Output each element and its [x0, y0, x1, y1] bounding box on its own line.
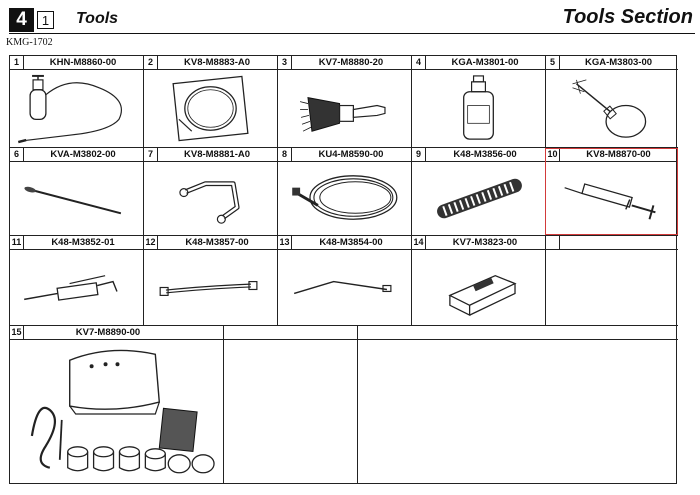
tool-number: 6: [10, 148, 24, 161]
tool-cell-13: [278, 236, 412, 326]
tool-number: 2: [144, 56, 158, 69]
oil-pump-sprayer-icon: [10, 70, 143, 147]
section-title: Tools Section: [562, 6, 693, 28]
tool-code: KV8-M8870-00: [586, 149, 651, 160]
tool-number: 3: [278, 56, 292, 69]
tool-cell-1: [10, 56, 144, 148]
tool-code: KV7-M8880-20: [318, 57, 384, 68]
tool-cell-4: [412, 56, 546, 148]
tool-number: 7: [144, 148, 158, 161]
tool-code: KV8-M8881-A0: [184, 149, 250, 160]
brush-block-icon: [412, 250, 545, 325]
tool-number: 12: [144, 236, 158, 249]
tool-cell-5: [546, 56, 678, 148]
tool-code: K48-M3854-00: [319, 237, 383, 248]
tool-cell-12: [144, 236, 278, 326]
spatula-icon: [10, 162, 143, 235]
bent-pin-tool-icon: [144, 162, 277, 235]
tool-code: KV7-M3823-00: [452, 237, 518, 248]
empty-cell-head: [358, 326, 678, 340]
tool-code: KV8-M8883-A0: [184, 57, 250, 68]
tool-number: 8: [278, 148, 292, 161]
tool-code: K48-M3852-01: [51, 237, 115, 248]
tool-code: KU4-M8590-00: [318, 149, 384, 160]
tool-cell-15: [10, 326, 224, 483]
tool-cell-11: [10, 236, 144, 326]
syringe-icon: [546, 162, 678, 235]
tool-number: 1: [10, 56, 24, 69]
hose-coil-icon: [278, 162, 411, 235]
empty-cell-head: [224, 326, 357, 340]
tool-code: K48-M3857-00: [185, 237, 249, 248]
bent-rod-icon: [278, 250, 411, 325]
tool-code: KV7-M8890-00: [75, 327, 141, 338]
tool-number: 4: [412, 56, 426, 69]
tool-number: 11: [10, 236, 24, 249]
empty-cell: [546, 236, 678, 326]
tool-code: KGA-M3803-00: [584, 57, 653, 68]
empty-cell-head: [546, 236, 678, 250]
tool-cell-14: [412, 236, 546, 326]
tool-number: 10: [546, 148, 560, 161]
tool-number: 14: [412, 236, 426, 249]
tool-cell-10: [546, 148, 678, 236]
tool-cell-9: [412, 148, 546, 236]
document-code: KMG-1702: [6, 37, 53, 48]
empty-number-slot: [546, 236, 560, 249]
machine-kit-icon: [10, 340, 223, 483]
paint-brush-icon: [278, 70, 411, 147]
flex-nozzle-icon: [144, 250, 277, 325]
blower-bulb-icon: [546, 70, 678, 147]
tool-cell-2: [144, 56, 278, 148]
tool-number: 15: [10, 326, 24, 339]
spring-coil-icon: [412, 162, 545, 235]
coiled-wire-icon: [144, 70, 277, 147]
tool-cell-8: [278, 148, 412, 236]
tool-code: KVA-M3802-00: [50, 149, 116, 160]
tool-number: 5: [546, 56, 560, 69]
tool-cell-6: [10, 148, 144, 236]
tool-number: 9: [412, 148, 426, 161]
tool-cell-7: [144, 148, 278, 236]
tools-table: [9, 55, 677, 484]
tool-cell-3: [278, 56, 412, 148]
page-title: Tools: [76, 10, 119, 27]
grease-gun-icon: [10, 250, 143, 325]
section-number: 4: [9, 8, 34, 32]
subsection-number: 1: [37, 11, 54, 29]
fluid-bottle-icon: [412, 70, 545, 147]
tool-code: KHN-M8860-00: [49, 57, 117, 68]
page-header: [0, 0, 700, 48]
tool-code: KGA-M3801-00: [451, 57, 519, 68]
empty-cell: [224, 326, 358, 483]
tool-code: K48-M3856-00: [453, 149, 517, 160]
tool-number: 13: [278, 236, 292, 249]
header-rule: [9, 33, 695, 34]
empty-cell: [358, 326, 678, 483]
